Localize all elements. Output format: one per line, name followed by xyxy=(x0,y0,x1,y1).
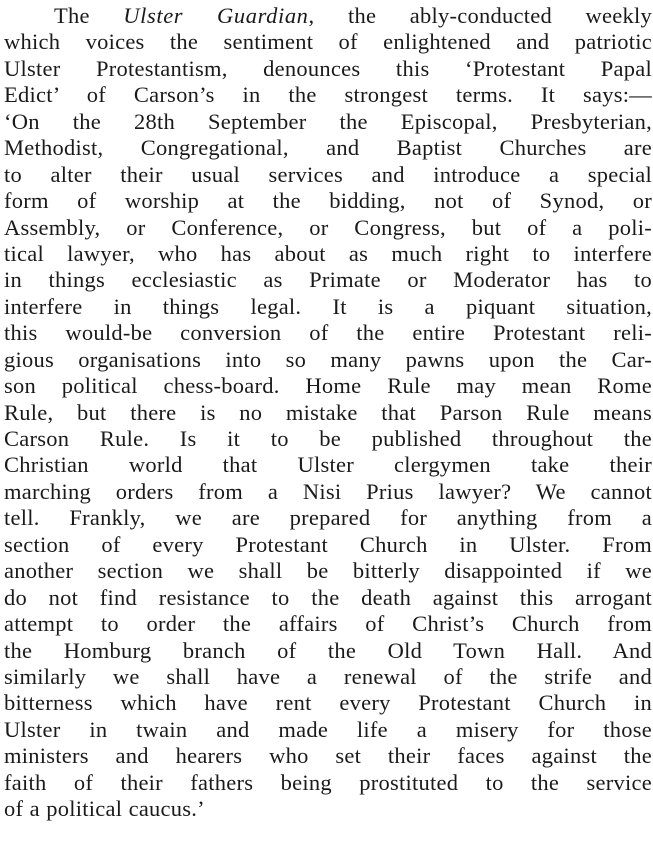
article-line: Carson Rule. Is it to be published throughout the xyxy=(4,426,652,451)
line-separator: , xyxy=(308,3,348,28)
article-line: the Homburg branch of the Old Town Hall. And xyxy=(4,637,652,663)
article-line: Methodist, Congregational, and Baptist Churches are xyxy=(4,135,652,161)
article-line: Ulster in twain and made life a misery for those xyxy=(4,716,652,742)
article-line: marching orders from a Nisi Prius lawyer? We cannot xyxy=(4,478,652,504)
article-line: faith of their fathers being prostituted to the service xyxy=(4,769,652,795)
article-line: bitterness which have rent every Protestant Church in xyxy=(4,690,652,716)
article-line: tell. Frankly, we are prepared for anything from a xyxy=(4,505,652,531)
article-line: in things ecclesiastic as Primate or Moderator has to xyxy=(4,267,652,293)
article-line: Edict’ of Carson’s in the strongest terms. It says:— xyxy=(4,82,652,108)
article-body xyxy=(4,3,652,823)
article-line: son political chess-board. Home Rule may mean Rome xyxy=(4,373,652,399)
article-line: similarly we shall have a renewal of the strife and xyxy=(4,663,652,689)
article-line: attempt to order the affairs of Christ’s Church from xyxy=(4,611,652,637)
article-line: tical lawyer, who has about as much right to interfere xyxy=(4,240,652,266)
article-line: Christian world that Ulster clergymen take their xyxy=(4,452,652,478)
article-line: ministers and hearers who set their faces against the xyxy=(4,743,652,769)
article-line: of a political caucus.’ xyxy=(4,796,205,822)
article-line: which voices the sentiment of enlightened and patriotic xyxy=(4,29,652,55)
article-line: another section we shall be bitterly disappointed if we xyxy=(4,558,652,584)
article-line: gious organisations into so many pawns upon the Car- xyxy=(4,346,652,372)
article-line: ‘On the 28th September the Episcopal, Presbyterian, xyxy=(4,108,652,134)
article-line: form of worship at the bidding, not of Synod, or xyxy=(4,188,652,214)
article-line: to alter their usual services and introduce a special xyxy=(4,161,652,187)
newspaper-title: Ulster Guardian xyxy=(123,3,309,28)
article-line: do not find resistance to the death against this arrogant xyxy=(4,584,652,610)
article-line: interfere in things legal. It is a piquant situation, xyxy=(4,293,652,319)
article-line: Ulster Protestantism, denounces this ‘Protestant Papal xyxy=(4,55,652,81)
article-line: section of every Protestant Church in Ulster. From xyxy=(4,531,652,557)
line-prefix: The xyxy=(54,3,124,28)
article-line: this would-be conversion of the entire Protestant reli- xyxy=(4,320,652,346)
article-line: Assembly, or Conference, or Congress, but of a poli- xyxy=(4,214,652,240)
article-line xyxy=(4,3,652,29)
article-line: Rule, but there is no mistake that Parson Rule means xyxy=(4,399,652,425)
line-text: the ably-conducted weekly xyxy=(347,3,652,28)
